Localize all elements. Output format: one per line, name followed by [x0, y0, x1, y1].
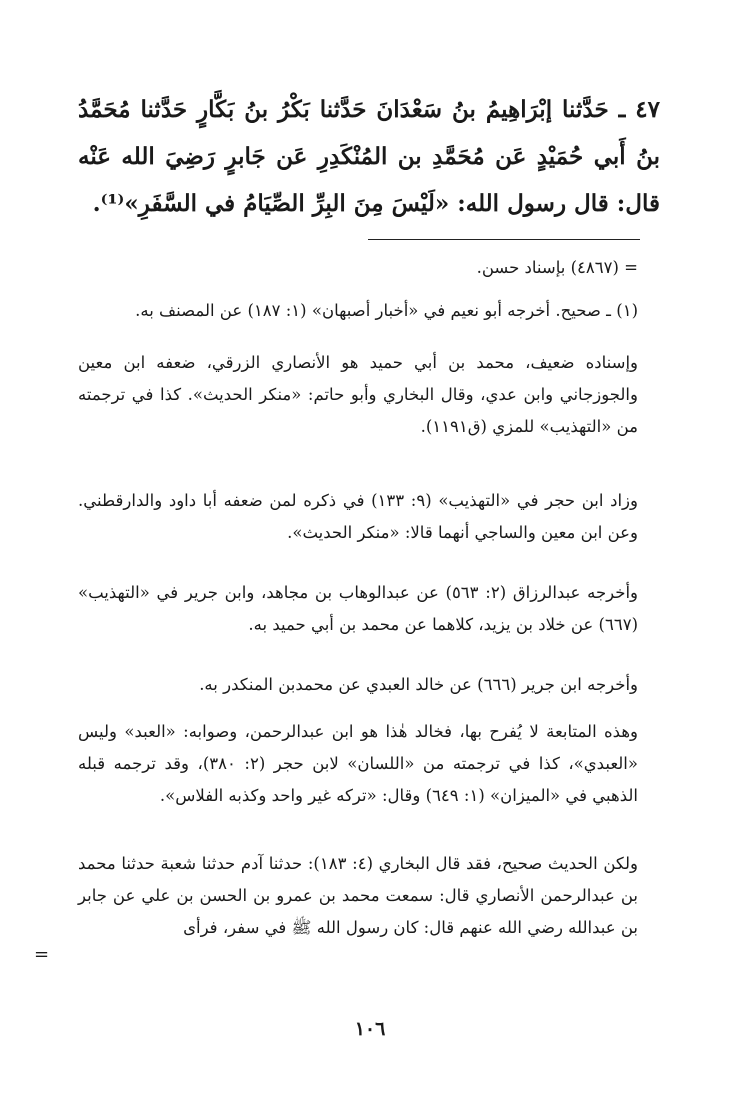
footnote-separator	[368, 239, 640, 240]
footnote-paragraph-mutabaa: وهذه المتابعة لا يُفرح بها، فخالد هٰذا هو ابن عبدالرحمن، وصوابه: «العبد» وليس «العبدي»، كذا في ترجمته من «اللسان» لابن حجر (٢: ٣٨٠)، وقد ترجمه قبله الذهبي في «الميزان» (١: ٦٤٩) وقال: «تركه غير واحد وكذبه الفلاس».	[78, 722, 638, 805]
footnote-paragraph-ibn-hajar: وزاد ابن حجر في «التهذيب» (٩: ١٣٣) في ذكره لمن ضعفه أبا داود والدارقطني. وعن ابن معين والساجي أنهما قالا: «منكر الحديث».	[78, 491, 638, 542]
footnote-paragraph-abdurrazzaq: وأخرجه عبدالرزاق (٢: ٥٦٣) عن عبدالوهاب بن مجاهد، وابن جرير في «التهذيب» (٦٦٧) عن خلاد بن يزيد، كلاهما عن محمد بن أبي حميد به.	[78, 583, 638, 634]
footnote-paragraph-isnad: وإسناده ضعيف، محمد بن أبي حميد هو الأنصاري الزرقي، ضعفه ابن معين والجوزجاني وابن عدي، وقال البخاري وأبو حاتم: «منكر الحديث». كذا في ترجمته من «التهذيب» للمزي (ق١١٩١).	[78, 353, 638, 436]
footnote-1: (١) ـ صحيح. أخرجه أبو نعيم في «أخبار أصبهان» (١: ١٨٧) عن المصنف به.	[135, 301, 638, 320]
continuation-mark: =	[34, 944, 50, 965]
hadith-47-text: ٤٧ ـ حَدَّثنا إبْرَاهِيمُ بنُ سَعْدَانَ حَدَّثنا بَكْرُ بنُ بَكَّارٍ حَدَّثنا مُحَمَّدُ بنُ أَبي حُمَيْدٍ عَن مُحَمَّدِ بن المُنْكَدِرِ عَن جَابرٍ رَضِيَ الله عَنْه قال: قال رسول الله: «لَيْسَ مِنَ البِرِّ الصِّيَامُ في السَّفَرِ»⁽¹⁾.	[78, 96, 660, 217]
page-number: ١٠٦	[354, 1018, 386, 1040]
footnote-carryover: = (٤٨٦٧) بإسناد حسن.	[476, 258, 638, 277]
footnote-paragraph-ibn-jarir: وأخرجه ابن جرير (٦٦٦) عن خالد العبدي عن محمدبن المنكدر به.	[199, 675, 638, 694]
footnote-paragraph-bukhari: ولكن الحديث صحيح، فقد قال البخاري (٤: ١٨٣): حدثنا آدم حدثنا شعبة حدثنا محمد بن عبدالرحمن الأنصاري قال: سمعت محمد بن عمرو بن الحسن بن علي عن جابر بن عبدالله رضي الله عنهم قال: كان رسول الله ﷺ في سفر، فرأى	[78, 854, 638, 937]
